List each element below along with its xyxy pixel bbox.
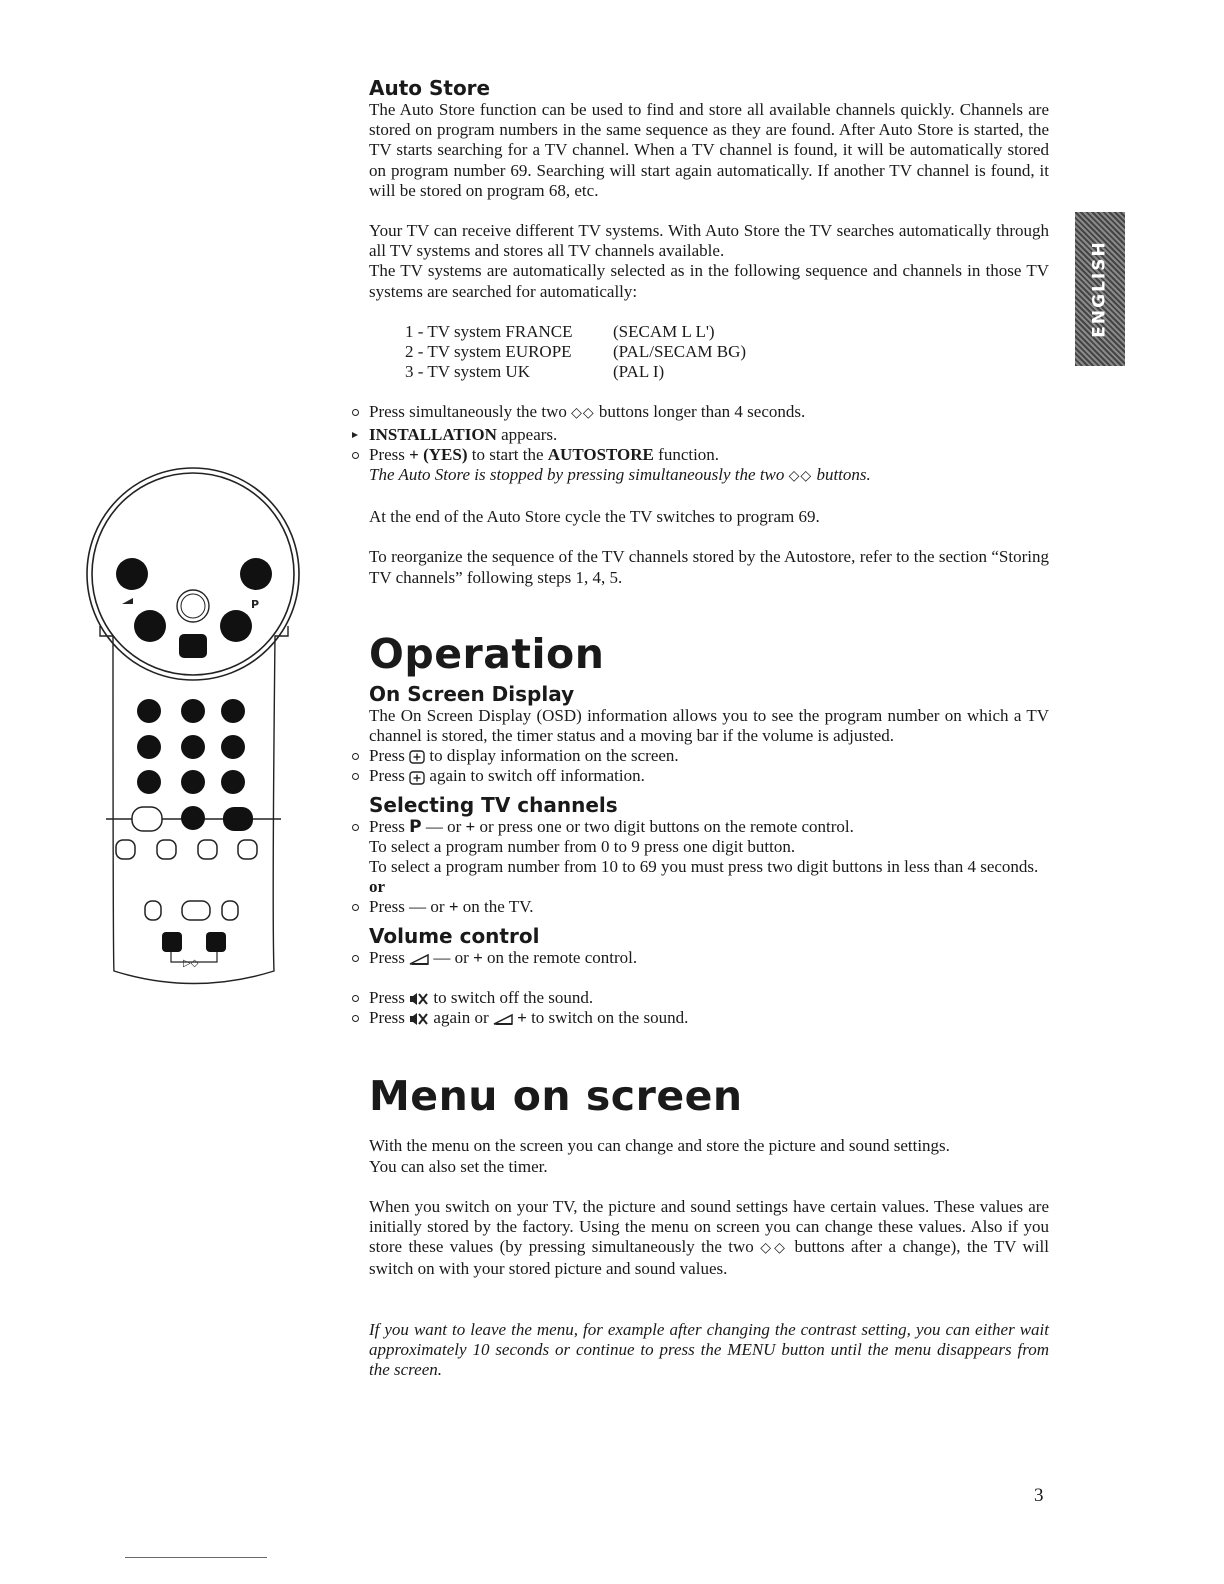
menu-settings-text: When you switch on your TV, the picture and sound settings have certain values. These values are initially stored by the factory. Using the menu on screen you can change these values. Also if you store these values (by pressing simultaneously the two ◇◇ buttons after a change), the TV will switch on with your stored picture and sound values. [369, 1196, 1050, 1279]
list-item: Press again to switch off information. [369, 766, 1049, 786]
tv-system-row [405, 362, 1049, 382]
program-p-icon: P [409, 816, 422, 837]
remote-color-buttons [116, 840, 257, 920]
tv-system-code: (PAL I) [613, 362, 665, 382]
tv-system-name: 1 - TV system FRANCE [405, 321, 573, 341]
list-item: Press — or + on the TV. [369, 897, 1049, 917]
plus-icon: + [409, 444, 419, 464]
minus-icon: — [409, 897, 427, 917]
auto-store-intro: The Auto Store function can be used to find and store all available channels quickly. Channels are stored on program numbers in the same sequence as they are found. After Auto Store is started, the TV starts searching for a TV channel. When a TV channel is found, it will be automatically stored on program number 69. Searching will start again automatically. If another TV channel is found, it will be stored on program 68, etc. [369, 100, 1049, 200]
volume-icon [493, 1013, 513, 1025]
remote-control-illustration [84, 466, 304, 996]
tv-system-row [405, 342, 1049, 362]
menu-timer-text: You can also set the timer. [369, 1156, 548, 1176]
list-item: Press — or + on the remote control. [369, 948, 1049, 968]
remote-digit-buttons [137, 699, 245, 794]
list-item: The Auto Store is stopped by pressing simultaneously the two ◇◇ buttons. [369, 465, 871, 485]
tv-system-code: (SECAM L L') [613, 321, 715, 341]
list-item: Press P — or + or press one or two digit buttons on the remote control. [369, 817, 1049, 837]
store-buttons-icon: ◇◇ [571, 406, 595, 422]
operation-title: Operation [369, 629, 605, 678]
auto-store-end-text: At the end of the Auto Store cycle the TV switches to program 69. [369, 507, 820, 527]
mute-icon [409, 1012, 429, 1026]
list-item: INSTALLATION appears. [369, 425, 1049, 445]
plus-icon: + [473, 947, 483, 967]
volume-icon [409, 953, 429, 965]
plus-icon: + [448, 897, 459, 917]
osd-heading: On Screen Display [369, 681, 575, 706]
list-item: To select a program number from 0 to 9 press one digit button. [369, 836, 796, 856]
osd-button-icon [409, 771, 425, 785]
remote-top-buttons [116, 558, 272, 658]
list-item: Press + (YES) to start the AUTOSTORE function. [369, 445, 1049, 465]
language-tab [1075, 212, 1125, 366]
page-number: 3 [1034, 1485, 1044, 1506]
tv-systems-sequence-text: The TV systems are automatically selected as in the following sequence and channels in those TV systems are searched for automatically: [369, 261, 1049, 301]
mute-icon [409, 992, 429, 1006]
auto-store-reorganize-text: To reorganize the sequence of the TV channels stored by the Autostore, refer to the section “Storing TV channels” following steps 1, 4, 5. [369, 547, 1049, 587]
plus-icon: + [465, 816, 476, 836]
page-content [369, 76, 1049, 1380]
tv-systems-list [405, 322, 1049, 383]
store-buttons-icon: ◇◇ [788, 469, 813, 485]
list-item: To select a program number from 10 to 69 you must press two digit buttons in less than 4 seconds. [369, 857, 1039, 877]
list-item: Press again or + to switch on the sound. [369, 1008, 1049, 1028]
auto-store-steps [369, 402, 1049, 487]
auto-store-heading: Auto Store [369, 76, 491, 100]
tv-system-name: 3 - TV system UK [405, 362, 530, 382]
osd-steps [369, 746, 1049, 786]
remote-middle-row [132, 806, 253, 831]
tv-system-code: (PAL/SECAM BG) [613, 342, 747, 362]
menu-leave-note: If you want to leave the menu, for example after changing the contrast setting, you can either wait approximately 10 seconds or continue to press the MENU button until the menu disappears from the screen. [369, 1319, 1049, 1379]
selecting-channels-steps [369, 817, 1049, 918]
plus-icon: + [517, 1008, 527, 1028]
list-item: Press to switch off the sound. [369, 988, 1049, 1008]
menu-intro: With the menu on the screen you can change and store the picture and sound settings. [369, 1136, 950, 1156]
svg-text:P: P [251, 598, 260, 611]
selecting-channels-heading: Selecting TV channels [369, 792, 618, 817]
tv-system-name: 2 - TV system EUROPE [405, 342, 572, 362]
list-item: Press simultaneously the two ◇◇ buttons longer than 4 seconds. [369, 402, 1049, 424]
tv-systems-text: Your TV can receive different TV systems. With Auto Store the TV searches automatically through all TV systems and stores all TV channels available. [369, 221, 1049, 261]
volume-control-heading: Volume control [369, 923, 540, 948]
bottom-rule [125, 1557, 267, 1558]
mute-steps [369, 988, 1049, 1028]
minus-icon: — [433, 947, 451, 967]
volume-steps [369, 948, 1049, 968]
svg-text:▷◇: ▷◇ [183, 958, 199, 969]
menu-on-screen-title: Menu on screen [369, 1072, 743, 1121]
tv-system-row [405, 322, 1049, 342]
store-buttons-icon: ◇◇ [760, 1241, 789, 1257]
list-item: or [369, 877, 386, 897]
osd-button-icon [409, 750, 425, 764]
remote-bottom-buttons [162, 932, 226, 969]
osd-text: The On Screen Display (OSD) information allows you to see the program number on which a TV channel is stored, the timer status and a moving bar if the volume is adjusted. [369, 705, 1049, 746]
list-item: Press to display information on the screen. [369, 746, 1049, 766]
minus-icon: — [425, 816, 443, 836]
language-tab-label: ENGLISH [1090, 240, 1110, 338]
